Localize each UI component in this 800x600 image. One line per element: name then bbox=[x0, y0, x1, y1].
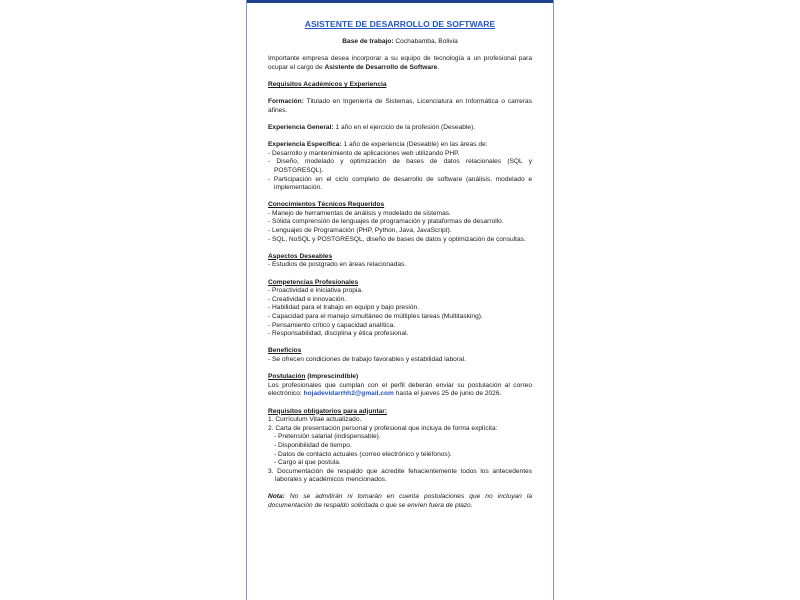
note-paragraph: Nota: No se admitirán ni tomarán en cuenta postulaciones que no incluyan la documentación de respaldo solicitada o que se envíen fuera de plazo. bbox=[268, 493, 532, 510]
list-item: - Lenguajes de Programación (PHP, Python, Java, JavaScript). bbox=[268, 227, 452, 235]
sub-list-item: - Pretensión salarial (indispensable). bbox=[274, 433, 381, 441]
general-experience-paragraph: Experiencia General: 1 año en el ejercicio de la profesión (Deseable). bbox=[268, 123, 476, 131]
attachments-heading: Requisitos obligatorios para adjuntar: bbox=[268, 407, 388, 415]
intro-paragraph: Importante empresa desea incorporar a su equipo de tecnología a un profesional para ocupar el cargo de Asistente de Desarrollo de Software. bbox=[268, 55, 532, 71]
application-email-link[interactable]: hojadevidarrhh2@gmail.com bbox=[303, 390, 394, 398]
list-item: - Diseño, modelado y optimización de bases de datos relacionales (SQL y POSTGRESQL). bbox=[268, 158, 532, 174]
list-item: - Manejo de herramientas de análisis y modelado de sistemas. bbox=[268, 209, 451, 217]
job-posting-content bbox=[268, 19, 532, 511]
requirements-heading: Requisitos Académicos y Experiencia bbox=[268, 80, 387, 88]
document-page bbox=[246, 0, 554, 600]
list-item: - Sólida comprensión de lenguajes de programación y plataformas de desarrollo. bbox=[268, 218, 504, 226]
sub-list-item: - Disponibilidad de tiempo. bbox=[274, 441, 352, 449]
technical-knowledge-heading: Conocimientos Técnicos Requeridos bbox=[268, 201, 385, 209]
list-item: - Pensamiento crítico y capacidad analítica. bbox=[268, 321, 396, 329]
numbered-item: 2. Carta de presentación personal y profesional que incluya de forma explícita: bbox=[268, 424, 498, 432]
benefits-heading: Beneficios bbox=[268, 347, 302, 355]
list-item: - SQL, NoSQL y POSTGRESQL, diseño de bases de datos y optimización de consultas. bbox=[268, 235, 526, 243]
sub-list-item: - Cargo al que postula. bbox=[274, 459, 341, 467]
list-item: - Participación en el ciclo completo de desarrollo de software (análisis, modelado e implementación. bbox=[268, 175, 532, 192]
application-heading: Postulación (Imprescindible) bbox=[268, 373, 359, 381]
sub-list-item: - Datos de contacto actuales (correo electrónico y teléfonos). bbox=[274, 450, 452, 458]
list-item: - Responsabilidad, disciplina y ética profesional. bbox=[268, 330, 409, 338]
numbered-item: 3. Documentación de respaldo que acredite fehacientemente todos los antecedentes laborales y académicos mencionados. bbox=[268, 467, 532, 484]
job-title: ASISTENTE DE DESARROLLO DE SOFTWARE bbox=[304, 19, 496, 29]
list-item: - Creatividad e innovación. bbox=[268, 295, 347, 303]
work-location: Base de trabajo: Cochabamba, Bolivia bbox=[342, 38, 458, 45]
desirable-heading: Aspectos Deseables bbox=[268, 252, 333, 260]
list-item: - Desarrollo y mantenimiento de aplicaciones web utilizando PHP. bbox=[268, 149, 460, 157]
top-accent-bar bbox=[247, 0, 553, 3]
list-item: - Habilidad para el trabajo en equipo y bajo presión. bbox=[268, 304, 420, 312]
list-item: - Estudios de postgrado en áreas relacionadas. bbox=[268, 261, 407, 269]
list-item: - Se ofrecen condiciones de trabajo favorables y estabilidad laboral. bbox=[268, 355, 466, 363]
application-paragraph: Los profesionales que cumplan con el perfil deberán enviar su postulación al correo electrónico: hojadevidarrhh2@gmail.com hasta el jueves 25 de junio de 2026. bbox=[268, 381, 532, 398]
list-item: - Capacidad para el manejo simultáneo de múltiples tareas (Multitasking). bbox=[268, 313, 483, 320]
competencies-heading: Competencias Profesionales bbox=[268, 278, 359, 286]
specific-experience-paragraph: Experiencia Específica: 1 año de experiencia (Deseable) en las áreas de: bbox=[268, 141, 488, 149]
numbered-item: 1. Currículum Vitae actualizado. bbox=[268, 416, 362, 424]
education-paragraph: Formación: Titulado en Ingeniería de Sistemas, Licenciatura en Informática o carreras afines. bbox=[268, 98, 532, 114]
list-item: - Proactividad e iniciativa propia. bbox=[268, 287, 363, 295]
